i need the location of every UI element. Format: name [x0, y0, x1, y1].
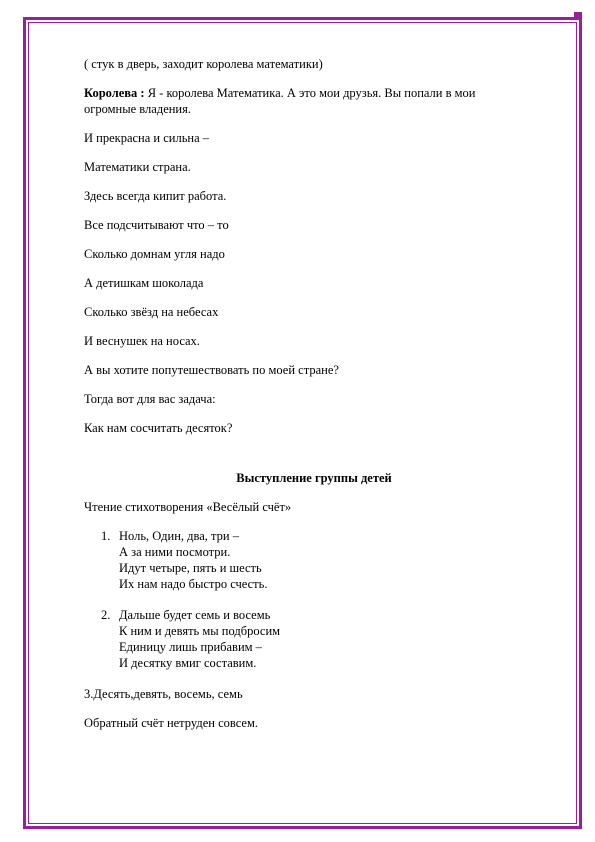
corner-marker	[574, 12, 582, 20]
verse-line: Все подсчитывают что – то	[84, 218, 229, 232]
stanza-line: И десятку вмиг составим.	[119, 656, 257, 670]
section-heading: Выступление группы детей	[236, 471, 392, 485]
stage-direction: ( стук в дверь, заходит королева математики)	[84, 57, 323, 71]
stanza-line: Идут четыре, пять и шесть	[119, 561, 262, 575]
verse-line: И прекрасна и сильна –	[84, 131, 210, 145]
verse-line: А детишкам шоколада	[84, 276, 204, 290]
verse-line: И веснушек на носах.	[84, 334, 200, 348]
verse-line: Как нам сосчитать десяток?	[84, 421, 233, 435]
stanza-line: Их нам надо быстро счесть.	[119, 577, 268, 591]
stanza	[84, 607, 544, 671]
stanza-line: А за ними посмотри.	[119, 545, 231, 559]
verse-line: Сколько домнам угля надо	[84, 247, 225, 261]
poem-title: Чтение стихотворения «Весёлый счёт»	[84, 500, 292, 514]
stanza-line: Дальше будет семь и восемь	[119, 608, 271, 622]
stanza-number: 2.	[101, 608, 111, 622]
closing-line: 3.Десять,девять, восемь, семь	[84, 687, 243, 701]
queen-line-1: Я - королева Математика. А это мои друзья. Вы попали в мои	[144, 86, 476, 100]
verse-line: Сколько звёзд на небесах	[84, 305, 219, 319]
queen-speech	[84, 85, 544, 117]
poem-stanzas	[84, 528, 544, 671]
verse-line: А вы хотите попутешествовать по моей стране?	[84, 363, 339, 377]
stanza-number: 1.	[101, 529, 111, 543]
stanza-line: Ноль, Один, два, три –	[119, 529, 239, 543]
verse-line: Математики страна.	[84, 160, 191, 174]
closing-line: Обратный счёт нетруден совсем.	[84, 716, 258, 730]
verse-line: Здесь всегда кипит работа.	[84, 189, 227, 203]
speaker-label: Королева :	[84, 86, 145, 100]
stanza-line: Единицу лишь прибавим –	[119, 640, 262, 654]
stanza	[84, 528, 544, 592]
queen-line-2: огромные владения.	[84, 102, 191, 116]
stanza-line: К ним и девять мы подбросим	[119, 624, 281, 638]
document-body	[84, 56, 544, 744]
verse-line: Тогда вот для вас задача:	[84, 392, 216, 406]
